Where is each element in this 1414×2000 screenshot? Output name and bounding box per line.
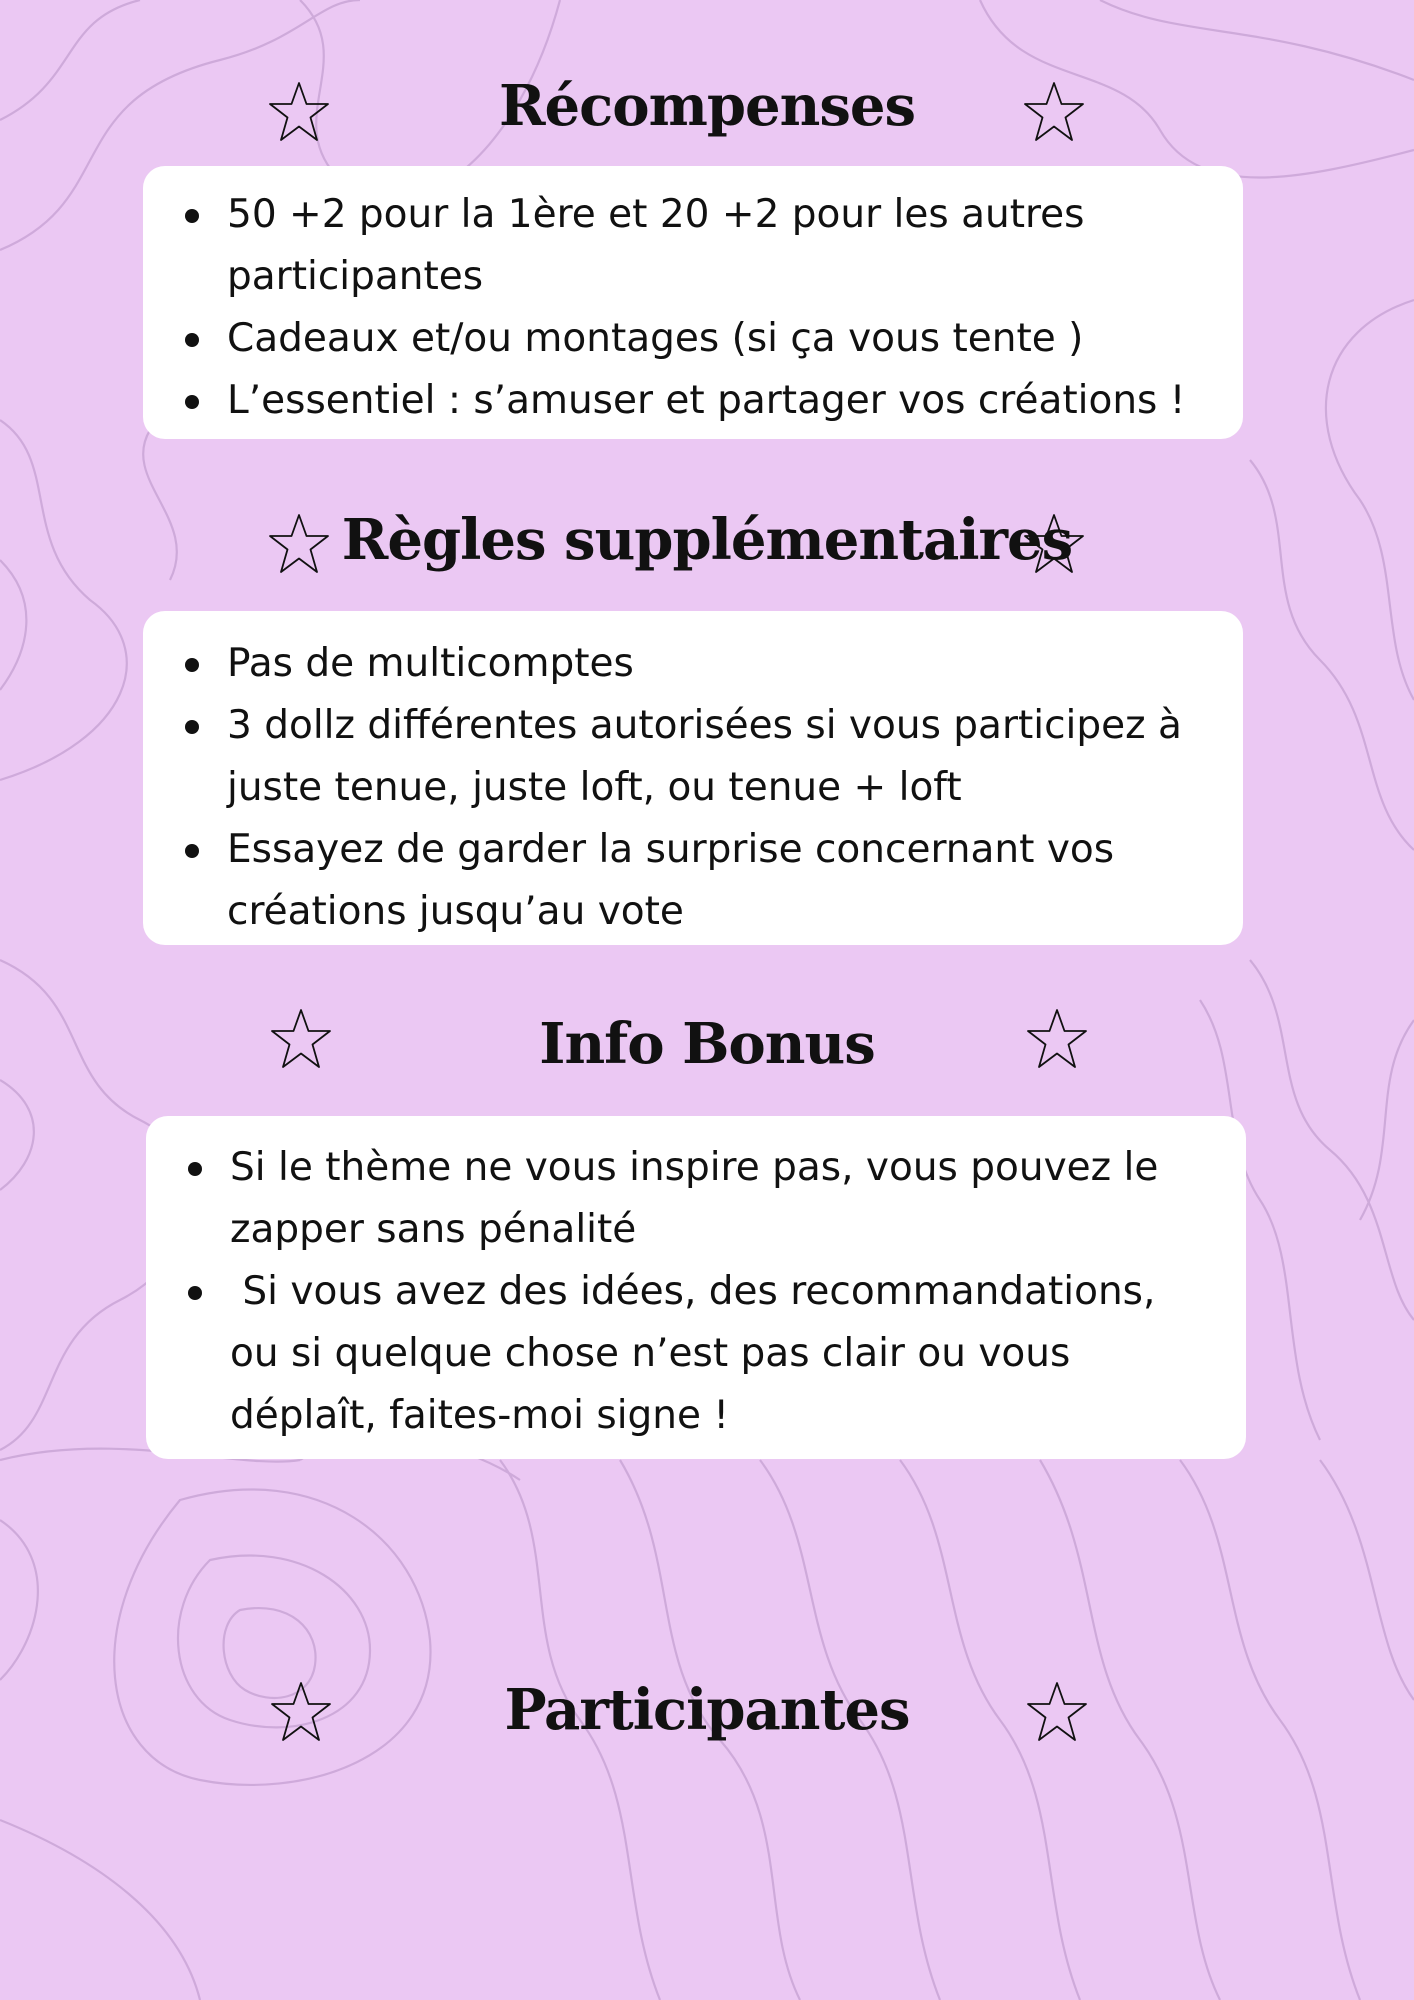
list-item: 50 +2 pour la 1ère et 20 +2 pour les autres participantes bbox=[227, 184, 1213, 308]
list-item: Si vous avez des idées, des recommandations, ou si quelque chose n’est pas clair ou vous déplaît, faites-moi signe ! bbox=[230, 1261, 1216, 1447]
list-item: 3 dollz différentes autorisées si vous participez à juste tenue, juste loft, ou tenue + loft bbox=[227, 695, 1213, 819]
list-recompenses bbox=[143, 184, 1243, 432]
section-title-info-bonus: Info Bonus bbox=[539, 1011, 875, 1077]
list-item: Si le thème ne vous inspire pas, vous pouvez le zapper sans pénalité bbox=[230, 1137, 1216, 1261]
section-title-recompenses: Récompenses bbox=[498, 73, 916, 139]
list-regles bbox=[143, 633, 1243, 943]
card-regles bbox=[143, 611, 1243, 945]
list-item: Cadeaux et/ou montages (si ça vous tente ) bbox=[227, 308, 1213, 370]
list-item: L’essentiel : s’amuser et partager vos créations ! bbox=[227, 370, 1213, 432]
list-item: Pas de multicomptes bbox=[227, 633, 1213, 695]
card-recompenses bbox=[143, 166, 1243, 439]
section-title-participantes: Participantes bbox=[504, 1677, 910, 1743]
list-item: Essayez de garder la surprise concernant vos créations jusqu’au vote bbox=[227, 819, 1213, 943]
card-info-bonus bbox=[146, 1116, 1246, 1459]
section-title-regles: Règles supplémentaires bbox=[341, 507, 1073, 573]
list-info-bonus bbox=[146, 1137, 1246, 1447]
